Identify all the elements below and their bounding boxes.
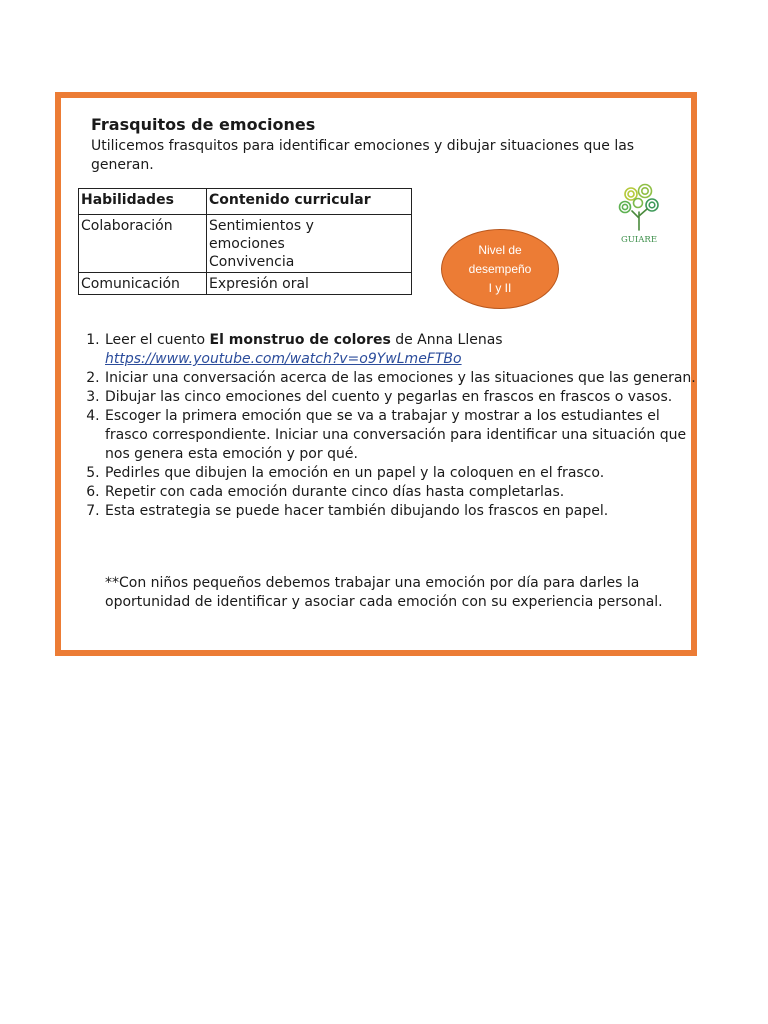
list-item: 3. Dibujar las cinco emociones del cuento y pegarlas en frascos en frascos o vasos.: [104, 388, 704, 407]
tree-logo-icon: [614, 182, 664, 246]
content-cell: [207, 215, 412, 273]
table-header-row: [79, 189, 412, 215]
content-line: Sentimientos y: [209, 218, 314, 234]
activity-description: Utilicemos frasquitos para identificar emociones y dibujar situaciones que las generan.: [91, 138, 635, 173]
skills-table: [78, 188, 412, 295]
list-item: 2. Iniciar una conversación acerca de las emociones y las situaciones que las generan.: [104, 369, 704, 388]
table-row: [79, 273, 412, 295]
content-cell: Expresión oral: [207, 273, 412, 295]
activity-title: Frasquitos de emociones: [91, 115, 316, 134]
teacher-note: **Con niños pequeños debemos trabajar una emoción por día para darles la oportunidad de identificar y asociar cada emoción con su experiencia personal.: [105, 575, 663, 610]
content-line: emociones: [209, 236, 285, 252]
list-item: 7. Esta estrategia se puede hacer también dibujando los frascos en papel.: [104, 502, 704, 521]
video-link[interactable]: https://www.youtube.com/watch?v=o9YwLmeFTBo: [105, 351, 462, 367]
performance-level-text: Nivel de desempeño I y II: [468, 242, 532, 295]
logo-text: GUIARE: [620, 235, 658, 245]
column-header-skills: Habilidades: [79, 189, 207, 215]
steps-list: [78, 331, 704, 521]
list-item: [104, 331, 704, 369]
list-item: 6. Repetir con cada emoción durante cinco días hasta completarlas.: [104, 483, 704, 502]
step-text: Leer el cuento: [105, 332, 210, 348]
step-text: de Anna Llenas: [390, 332, 503, 348]
list-item: 5. Pedirles que dibujen la emoción en un papel y la coloquen en el frasco.: [104, 464, 704, 483]
content-line: Convivencia: [209, 254, 295, 270]
activity-card: [55, 92, 697, 656]
performance-level-badge: [441, 229, 559, 309]
column-header-content: Contenido curricular: [207, 189, 412, 215]
list-item: 4. Escoger la primera emoción que se va a trabajar y mostrar a los estudiantes el frasco correspondiente. Iniciar una conversación para identificar una situación que nos genera esta emoción y por qué.: [104, 407, 704, 464]
book-title: El monstruo de colores: [209, 332, 391, 348]
skill-cell: Comunicación: [79, 273, 207, 295]
skill-cell: Colaboración: [79, 215, 207, 273]
table-row: [79, 215, 412, 273]
